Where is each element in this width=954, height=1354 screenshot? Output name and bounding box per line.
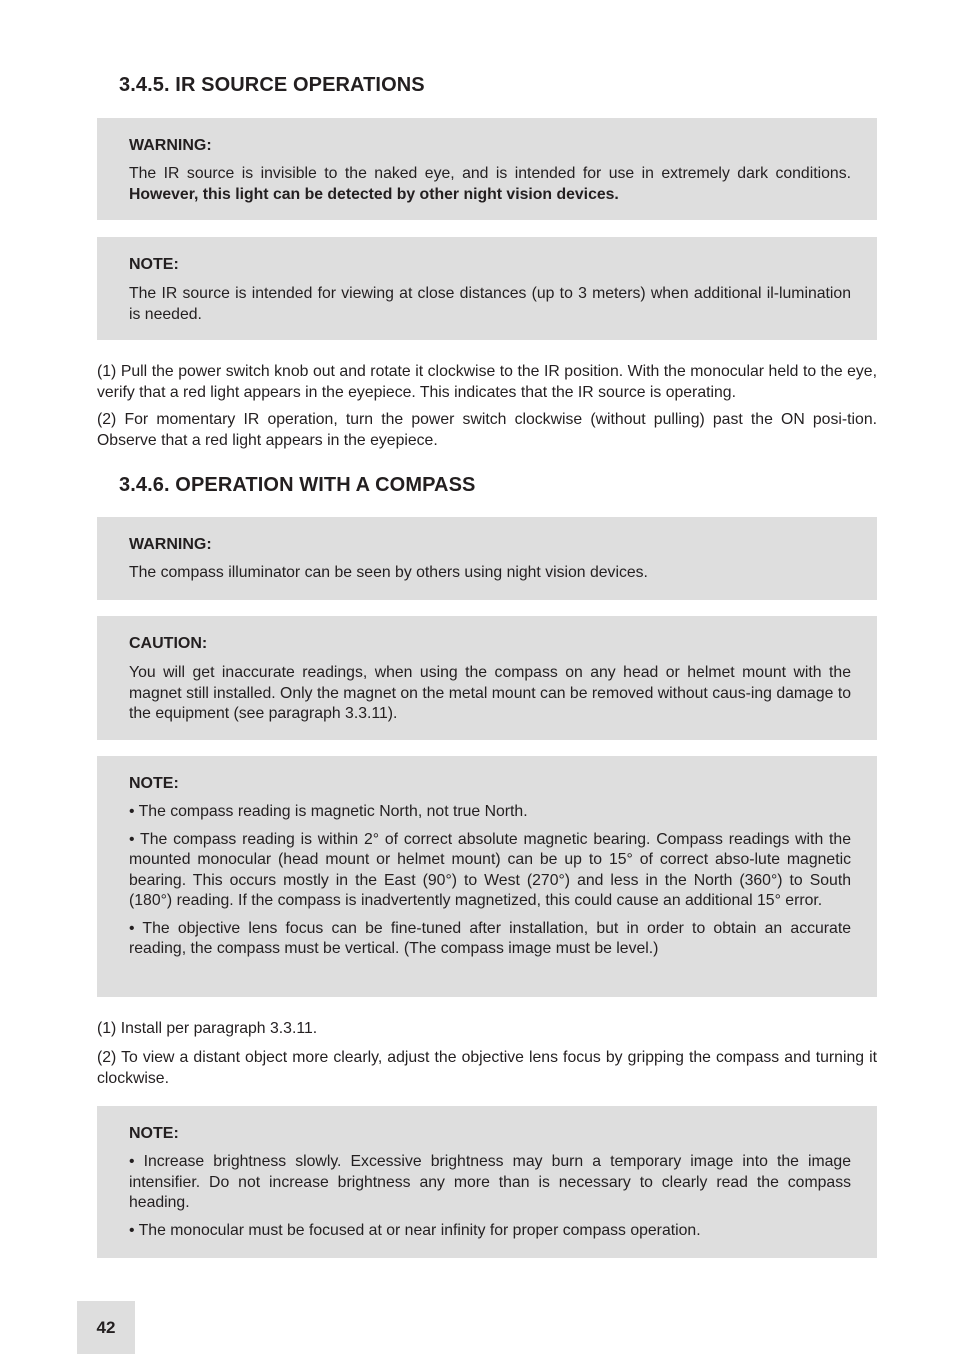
note-box-compass: [97, 756, 877, 997]
page-number: 42: [77, 1301, 135, 1354]
caution-text: You will get inaccurate readings, when using the compass on any head or helmet mount with the magnet still installed. Only the magnet on the metal mount can be removed without caus-ing damage to the equipment (see paragraph 3.3.11).: [129, 664, 851, 722]
caution-box: [97, 616, 877, 740]
warning-box-compass: [97, 517, 877, 600]
note-box-ir: [97, 237, 877, 340]
note-item: • The monocular must be focused at or near infinity for proper compass operation.: [129, 1221, 701, 1239]
note-label: NOTE:: [129, 256, 179, 273]
warning-label: WARNING:: [129, 536, 212, 553]
warning-box-ir: [97, 118, 877, 220]
note-item: • The objective lens focus can be fine-tuned after installation, but in order to obtain an accurate reading, the compass must be vertical. (The compass image must be level.): [129, 919, 851, 957]
warning-label: WARNING:: [129, 137, 212, 154]
note-item: • Increase brightness slowly. Excessive brightness may burn a temporary image into the image intensifier. Do not increase brightness any more than is necessary to clearly read the compass heading.: [129, 1153, 851, 1211]
note-text: The IR source is intended for viewing at close distances (up to 3 meters) when additional il-lumination is needed.: [129, 285, 851, 323]
caution-label: CAUTION:: [129, 635, 208, 652]
note-item: • The compass reading is within 2° of correct absolute magnetic bearing. Compass readings with the mounted monocular (head mount or helmet mount) can be up to 15° of correct abso-lute magnetic bearing. This occurs mostly in the East (90°) to West (270°) and less in the North (360°) to South (180°) reading. If the compass is inadvertently magnetized, this could cause an additional 15° error.: [129, 830, 851, 909]
section-heading-ir-source: 3.4.5. IR SOURCE OPERATIONS: [119, 74, 425, 96]
ir-step-1: (1) Pull the power switch knob out and rotate it clockwise to the IR position. With the monocular held to the eye, verify that a red light appears in the eyepiece. This indicates that the IR source is operating.: [97, 363, 877, 401]
ir-step-2: (2) For momentary IR operation, turn the power switch clockwise (without pulling) past the ON posi-tion. Observe that a red light appears in the eyepiece.: [97, 411, 877, 449]
warning-text: The IR source is invisible to the naked eye, and is intended for use in extremely dark conditions. However, this light can be detected by other night vision devices.: [129, 165, 851, 203]
note-label: NOTE:: [129, 1125, 179, 1142]
compass-step-2: (2) To view a distant object more clearly, adjust the objective lens focus by gripping the compass and turning it clockwise.: [97, 1049, 877, 1087]
section-heading-compass: 3.4.6. OPERATION WITH A COMPASS: [119, 474, 476, 496]
compass-step-1: (1) Install per paragraph 3.3.11.: [97, 1020, 318, 1037]
note-label: NOTE:: [129, 775, 179, 792]
note-box-brightness: [97, 1106, 877, 1258]
note-item: • The compass reading is magnetic North, not true North.: [129, 803, 528, 820]
warning-text: The compass illuminator can be seen by others using night vision devices.: [129, 564, 648, 581]
